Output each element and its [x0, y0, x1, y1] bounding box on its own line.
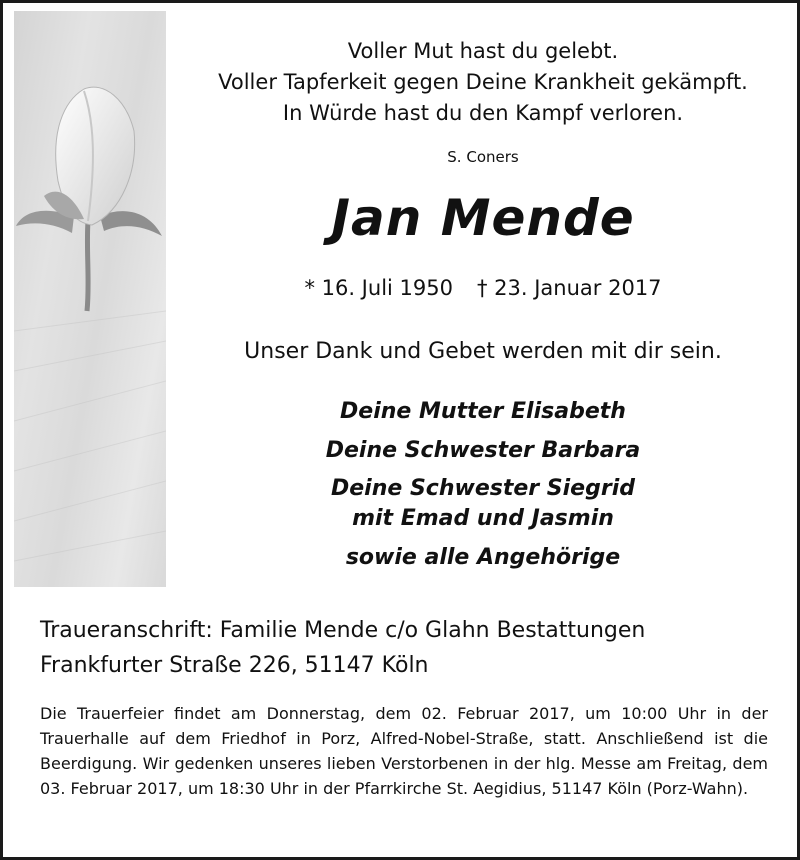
mourning-address — [40, 613, 645, 683]
poem-attribution: S. Coners — [447, 148, 519, 166]
mourner: Deine Schwester Siegrid — [331, 476, 635, 501]
mourner: sowie alle Angehörige — [345, 545, 621, 570]
address-line: Traueranschrift: Familie Mende c/o Glahn Bestattungen — [40, 618, 646, 643]
life-dates — [203, 276, 763, 300]
thanks-line: Unser Dank und Gebet werden mit dir sein. — [244, 339, 722, 364]
mourners-list — [203, 396, 763, 574]
death-date: † 23. Januar 2017 — [476, 276, 662, 300]
poem-line: Voller Tapferkeit gegen Deine Krankheit gekämpft. — [218, 70, 748, 94]
mourner: Deine Schwester Barbara — [325, 438, 641, 463]
mourner: mit Emad und Jasmin — [352, 506, 614, 531]
deceased-name: Jan Mende — [331, 189, 635, 247]
white-rose-image — [14, 11, 166, 587]
address-line: Frankfurter Straße 226, 51147 Köln — [40, 653, 429, 678]
birth-date: * 16. Juli 1950 — [304, 276, 453, 300]
rose-icon — [14, 11, 166, 587]
poem — [203, 36, 763, 129]
poem-line: Voller Mut hast du gelebt. — [347, 39, 619, 63]
mourner: Deine Mutter Elisabeth — [340, 399, 626, 424]
poem-line: In Würde hast du den Kampf verloren. — [282, 101, 684, 125]
ceremony-info: Die Trauerfeier findet am Donnerstag, dem 02. Februar 2017, um 10:00 Uhr in der Trauerhalle auf dem Friedhof in Porz, Alfred-Nobel-Straße, statt. Anschließend ist die Beerdigung. Wir gedenken unseres lieben Verstorbenen in der hlg. Messe am Freitag, dem 03. Februar 2017, um 18:30 Uhr in der Pfarrkirche St. Aegidius, 51147 Köln (Porz-Wahn). — [40, 704, 768, 798]
